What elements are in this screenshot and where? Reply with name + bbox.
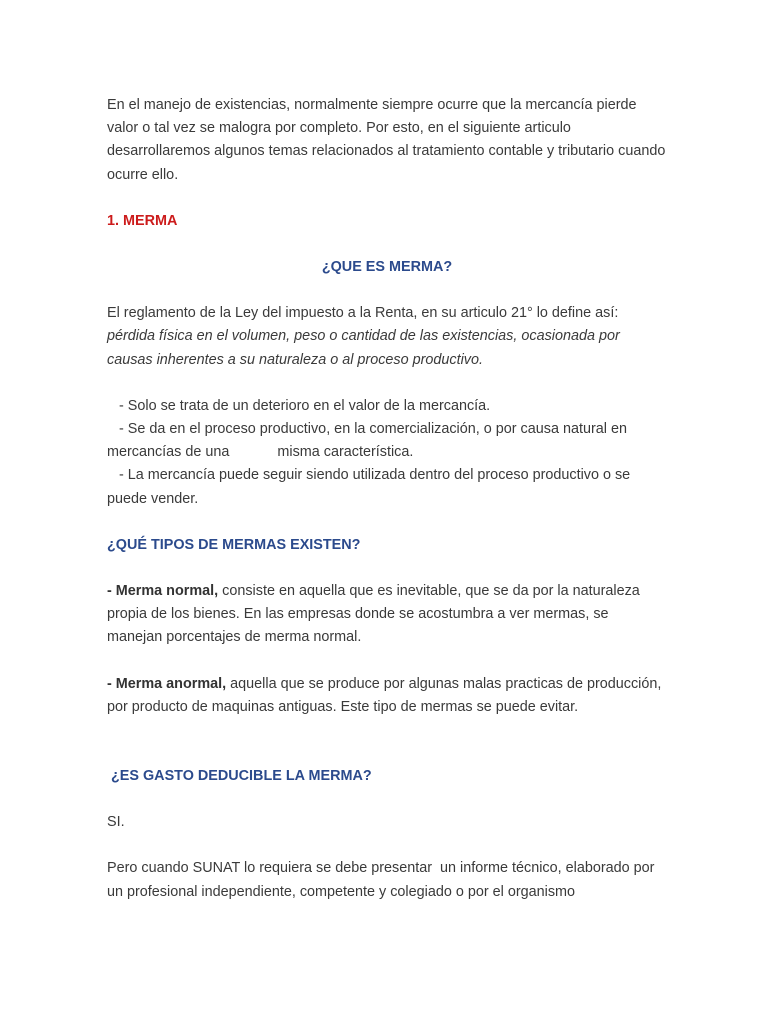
bullet-1: - Solo se trata de un deterioro en el valor de la mercancía. [107,397,491,414]
bullet-2 [107,418,667,464]
definition-quote: pérdida física en el volumen, peso o cantidad de las existencias, ocasionada por causas inherentes a su naturaleza o al proceso productivo. [107,328,620,368]
question-que-es-merma: ¿QUE ES MERMA? [321,259,453,276]
merma-anormal-text: aquella que se produce por algunas malas practicas de producción, por producto de maquinas antiguas. Este tipo de mermas se puede evitar. [107,675,662,715]
merma-anormal-paragraph [107,673,667,719]
final-paragraph: Pero cuando SUNAT lo requiera se debe presentar un informe técnico, elaborado por un profesional independiente, competente y colegiado o por el organismo [107,860,659,900]
definition-prefix: El reglamento de la Ley del impuesto a la Renta, en su articulo 21° lo define así: [107,305,619,322]
question-tipos-de-mermas: ¿QUÉ TIPOS DE MERMAS EXISTEN? [107,536,361,553]
answer-si: SI. [107,814,125,831]
merma-normal-text: consiste en aquella que es inevitable, que se da por la naturaleza propia de los bienes. En las empresas donde se acostumbra a ver mermas, se manejan porcentajes de merma normal. [107,583,640,646]
document-body [107,94,667,904]
section-title-merma: 1. MERMA [107,212,178,229]
bullet-2-part-b: misma característica. [277,444,414,461]
merma-anormal-label: - Merma anormal, [107,675,227,692]
question-gasto-deducible: ¿ES GASTO DEDUCIBLE LA MERMA? [107,768,372,785]
merma-normal-paragraph [107,580,667,650]
bullet-2-part-a: - Se da en el proceso productivo, en la comercialización, o por causa natural en mercancías de una [107,421,631,461]
intro-paragraph: En el manejo de existencias, normalmente siempre ocurre que la mercancía pierde valor o tal vez se malogra por completo. Por esto, en el siguiente articulo desarrollaremos algunos temas relacionados al tratamiento contable y tributario cuando ocurre ello. [107,97,666,183]
merma-normal-label: - Merma normal, [107,583,219,600]
definition-paragraph [107,302,667,372]
bullet-3: - La mercancía puede seguir siendo utilizada dentro del proceso productivo o se puede vender. [107,467,635,507]
